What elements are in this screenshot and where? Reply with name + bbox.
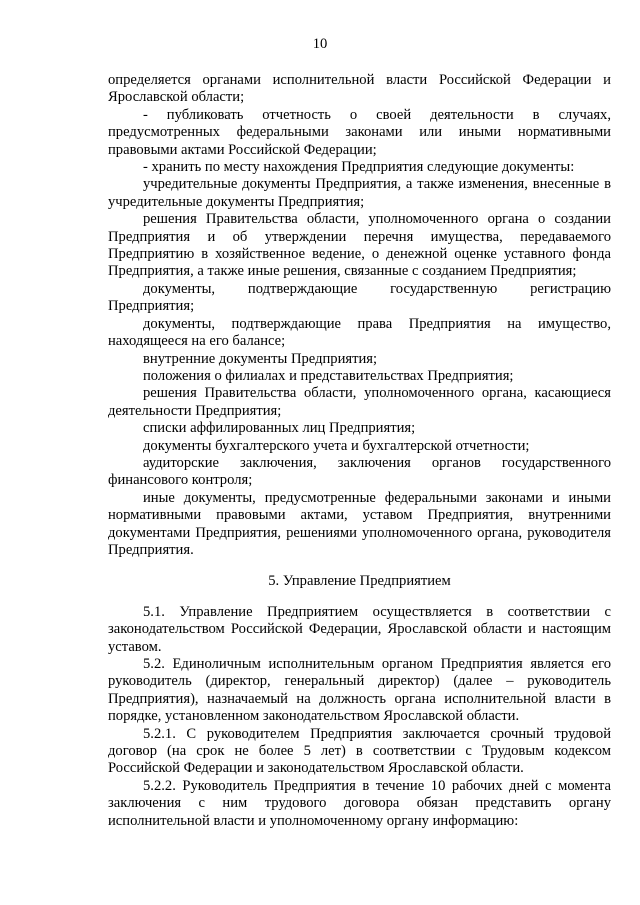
section-paragraph: 5.2.2. Руководитель Предприятия в течение 10 рабочих дней с момента заключения с ним трудового договора обязан представить органу исполнительной власти и уполномоченному органу информацию: xyxy=(108,777,611,829)
page-number: 10 xyxy=(312,36,328,52)
section-heading: 5. Управление Предприятием xyxy=(268,573,451,590)
document-body xyxy=(108,72,611,830)
paragraph: положения о филиалах и представительствах Предприятия; xyxy=(143,367,514,384)
paragraph: - хранить по месту нахождения Предприятия следующие документы: xyxy=(143,159,575,176)
paragraph: аудиторские заключения, заключения органов государственного финансового контроля; xyxy=(108,454,611,489)
paragraph: документы, подтверждающие государственную регистрацию Предприятия; xyxy=(108,280,611,315)
paragraph: учредительные документы Предприятия, а также изменения, внесенные в учредительные документы Предприятия; xyxy=(108,176,611,210)
paragraph: иные документы, предусмотренные федеральными законами и иными нормативными правовыми актами, уставом Предприятия, внутренними документами Предприятия, решениями уполномоченного органа, руководителя Предприятия. xyxy=(108,489,611,558)
section-paragraph: 5.2.1. С руководителем Предприятия заключается срочный трудовой договор (на срок не более 5 лет) в соответствии с Трудовым кодексом Российской Федерации и законодательством Ярославской области. xyxy=(108,725,611,777)
paragraph: внутренние документы Предприятия; xyxy=(143,350,378,367)
section-paragraph: 5.1. Управление Предприятием осуществляется в соответствии с законодательством Российской Федерации, Ярославской области и настоящим уставом. xyxy=(108,603,611,655)
section-paragraph: 5.2. Единоличным исполнительным органом Предприятия является его руководитель (директор, генеральный директор) (далее – руководитель Предприятия), назначаемый на должность органа исполнительной власти в порядке, установленном законодательством Ярославской области. xyxy=(108,656,611,725)
paragraph: документы, подтверждающие права Предприятия на имущество, находящееся на его балансе; xyxy=(108,315,611,350)
paragraph: - публиковать отчетность о своей деятельности в случаях, предусмотренных федеральными законами или иными нормативными правовыми актами Российской Федерации; xyxy=(108,106,611,158)
paragraph: определяется органами исполнительной власти Российской Федерации и Ярославской области; xyxy=(108,72,611,106)
paragraph: списки аффилированных лиц Предприятия; xyxy=(143,420,416,437)
paragraph: решения Правительства области, уполномоченного органа о создании Предприятия и об утверждении перечня имущества, передаваемого Предприятию в хозяйственное ведение, о денежной оценке уставного фонда Предприятия, а также иные решения, связанные с созданием Предприятия; xyxy=(108,211,611,280)
paragraph: документы бухгалтерского учета и бухгалтерской отчетности; xyxy=(143,437,530,454)
paragraph: решения Правительства области, уполномоченного органа, касающиеся деятельности Предприятия; xyxy=(108,385,611,419)
